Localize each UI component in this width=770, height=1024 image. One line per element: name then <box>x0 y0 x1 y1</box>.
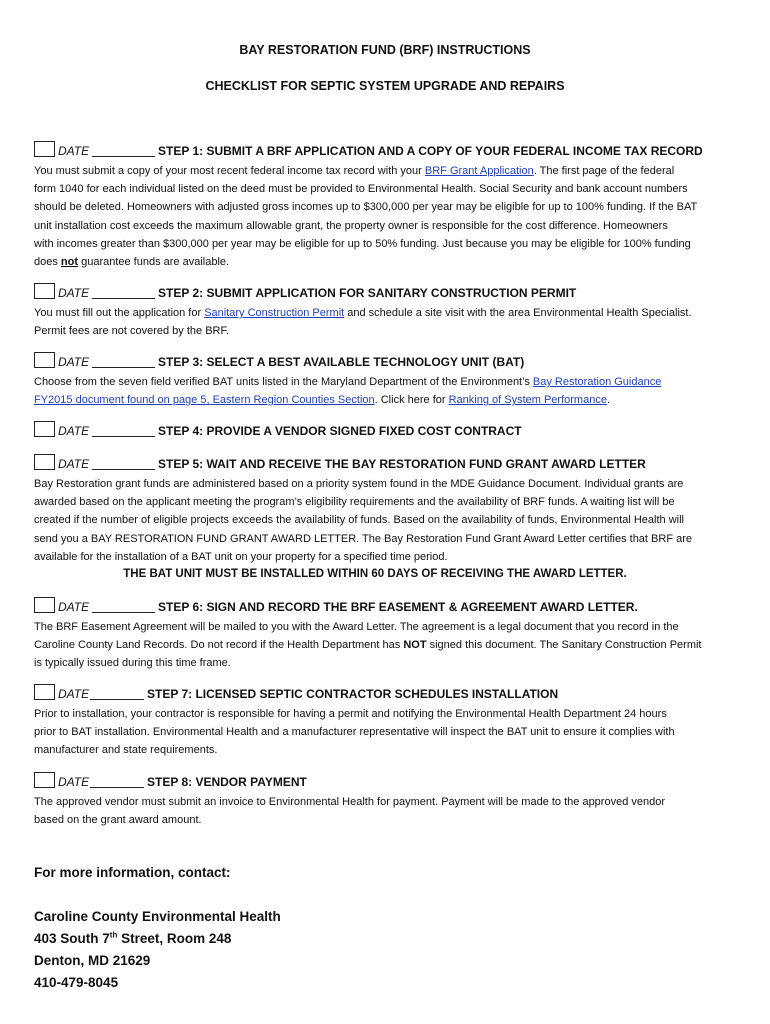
step-2 <box>34 283 744 340</box>
date-label: DATE <box>58 286 90 300</box>
step-3-title: STEP 3: SELECT A BEST AVAILABLE TECHNOLOGY UNIT (BAT) <box>158 355 525 369</box>
contact-city: Denton, MD 21629 <box>34 953 151 968</box>
step-3-body: Choose from the seven field verified BAT units listed in the Maryland Department of the Environment’s Bay Restoration Guidance FY2015 document found on page 5, Eastern Region Counties Section. Click here for Ranking of System Performance. <box>34 376 662 407</box>
contact-address <box>34 906 281 994</box>
bay-restoration-guidance-link[interactable]: Bay Restoration Guidance <box>532 376 662 388</box>
ranking-of-system-performance-link[interactable]: Ranking of System Performance <box>448 394 607 407</box>
step-8-body: The approved vendor must submit an invoice to Environmental Health for payment. Payment will be made to the approved vendor based on the grant award amount. <box>34 796 666 827</box>
step-4-title: STEP 4: PROVIDE A VENDOR SIGNED FIXED COST CONTRACT <box>158 424 522 438</box>
date-line[interactable] <box>92 436 155 437</box>
date-label: DATE <box>58 424 90 438</box>
step-2-title: STEP 2: SUBMIT APPLICATION FOR SANITARY CONSTRUCTION PERMIT <box>158 286 577 300</box>
brf-grant-application-link[interactable]: BRF Grant Application <box>424 165 534 177</box>
step-1 <box>34 141 744 271</box>
date-line[interactable] <box>92 612 155 613</box>
step-8-title: STEP 8: VENDOR PAYMENT <box>147 775 307 789</box>
step-6-title: STEP 6: SIGN AND RECORD THE BRF EASEMENT & AGREEMENT AWARD LETTER. <box>158 600 638 614</box>
date-line[interactable] <box>90 699 144 700</box>
step-8 <box>34 772 744 829</box>
date-label: DATE <box>58 355 90 369</box>
step-5-checkbox[interactable] <box>34 454 55 470</box>
step-2-body: You must fill out the application for Sanitary Construction Permit and schedule a site visit with the area Environmental Health Specialist. Permit fees are not covered by the BRF. <box>34 307 692 338</box>
contact-org: Caroline County Environmental Health <box>34 909 281 924</box>
step-1-title: STEP 1: SUBMIT A BRF APPLICATION AND A COPY OF YOUR FEDERAL INCOME TAX RECORD <box>158 144 703 158</box>
date-label: DATE <box>58 457 90 471</box>
installation-deadline-notice: THE BAT UNIT MUST BE INSTALLED WITHIN 60 DAYS OF RECEIVING THE AWARD LETTER. <box>123 568 627 580</box>
contact-heading: For more information, contact: <box>34 865 231 880</box>
step-7-checkbox[interactable] <box>34 684 55 700</box>
date-line[interactable] <box>92 367 155 368</box>
step-2-checkbox[interactable] <box>34 283 55 299</box>
date-label: DATE <box>58 775 90 789</box>
date-label: DATE <box>58 687 90 701</box>
document-title: BAY RESTORATION FUND (BRF) INSTRUCTIONS <box>239 43 531 57</box>
contact-street: 403 South 7th Street, Room 248 <box>34 930 232 946</box>
date-line[interactable] <box>92 298 155 299</box>
date-line[interactable] <box>90 787 144 788</box>
date-line[interactable] <box>92 469 155 470</box>
date-label: DATE <box>58 600 90 614</box>
document-subtitle: CHECKLIST FOR SEPTIC SYSTEM UPGRADE AND REPAIRS <box>205 79 565 93</box>
step-5-title: STEP 5: WAIT AND RECEIVE THE BAY RESTORATION FUND GRANT AWARD LETTER <box>158 457 646 471</box>
step-5 <box>34 454 744 566</box>
step-5-body: Bay Restoration grant funds are administered based on a priority system found in the MDE Guidance Document. Individual grants are awarded based on the applicant meeting the program’s eligibility requirements and the availability of BRF funds. A waiting list will be created if the number of eligible projects exceeds the availability of funds. Based on the availability of funds, Environmental Health will send you a BAY RESTORATION FUND GRANT AWARD LETTER. The Bay Restoration Fund Grant Award Letter certifies that BRF are available for the installation of a BAT unit on your property for a specified time period. <box>34 478 692 563</box>
step-1-body: You must submit a copy of your most recent federal income tax record with your BRF Grant Application. The first page of the federal form 1040 for each individual listed on the deed must be provided to Environmental Health. Social Security and bank account numbers should be deleted. Homeowners with adjusted gross incomes up to $300,000 per year may be eligible for up to 100% funding. If the BAT unit installation cost exceeds the maximum allowable grant, the property owner is responsible for the cost difference. Homeowners with incomes greater than $300,000 per year may be eligible for up to 50% funding. Just because you may be eligible for 100% funding does not guarantee funds are available. <box>34 165 698 269</box>
step-6 <box>34 597 744 673</box>
date-line[interactable] <box>92 156 155 157</box>
fy2015-document-link[interactable]: FY2015 document found on page 5, Eastern Region Counties Section <box>34 394 375 407</box>
sanitary-construction-permit-link[interactable]: Sanitary Construction Permit <box>204 307 345 319</box>
date-label: DATE <box>58 144 90 158</box>
step-3 <box>34 352 744 409</box>
step-7-body: Prior to installation, your contractor is responsible for having a permit and notifying the Environmental Health Department 24 hours prior to BAT installation. Environmental Health and a manufacturer representative will inspect the BAT unit to ensure it complies with manufacturer and state requirements. <box>34 708 675 757</box>
step-6-checkbox[interactable] <box>34 597 55 613</box>
step-4-checkbox[interactable] <box>34 421 55 437</box>
step-1-checkbox[interactable] <box>34 141 55 157</box>
step-6-body: The BRF Easement Agreement will be mailed to you with the Award Letter. The agreement is a legal document that you record in the Caroline County Land Records. Do not record if the Health Department has NOT signed this document. The Sanitary Construction Permit is typically issued during this time frame. <box>34 621 702 670</box>
step-3-checkbox[interactable] <box>34 352 55 368</box>
contact-phone: 410-479-8045 <box>34 975 119 990</box>
step-4 <box>34 421 744 441</box>
step-7 <box>34 684 744 760</box>
step-7-title: STEP 7: LICENSED SEPTIC CONTRACTOR SCHEDULES INSTALLATION <box>147 687 559 701</box>
step-8-checkbox[interactable] <box>34 772 55 788</box>
